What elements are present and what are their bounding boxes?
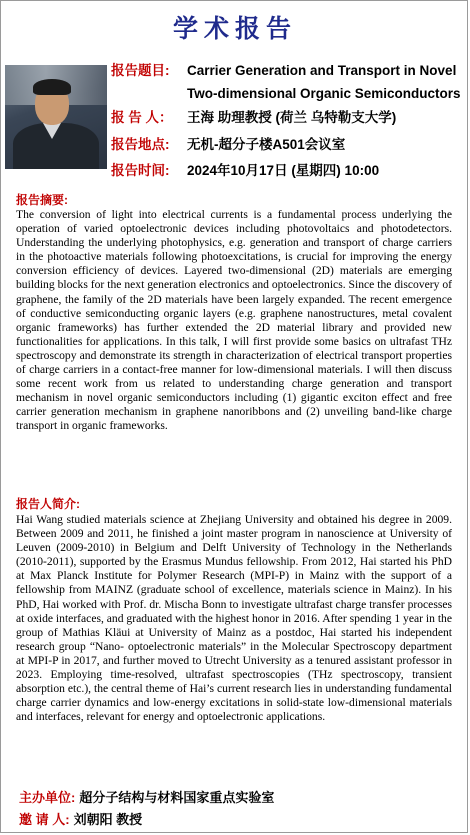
speaker-label: 报 告 人： (111, 110, 173, 125)
speaker-photo (5, 65, 107, 169)
talk-info (111, 61, 461, 178)
topic-line-2: Two-dimensional Organic Semiconductors (187, 86, 461, 101)
inviter-line (19, 809, 142, 828)
bio-text: Hai Wang studied materials science at Zhejiang University and obtained his degree in 2009. Between 2009 and 2011, he finished a joint master program in nanoscience at University of Leuven (2009-2010) in Belgium and Delft University of Technology in the Netherlands (2010-2011), supported by the Erasmus Mundus fellowship. From 2012, Hai started his PhD at Max Planck Institute for Polymer Research (MPI-P) in Mainz with the support of a fellowship from MAINZ (graduate school of excellence, materials science in Mainz). In his PhD, Hai worked with Prof. dr. Mischa Bonn to investigate ultrafast charge transfer processes at oxide interfaces, and graduated with the highest honor in 2016. After spending 1 year in the group of Mathias Kläui at University of Mainz as a postdoc, Hai started his independent research group “Nano- optoelectronic materials” in the Molecular Spectroscopy department at MPI-P in 2017, and further moved to Utrecht University as a tenured assistant professor in 2023. Employing time-resolved, ultrafast spectroscopies (THz spectroscopy, transient absorption etc.), the central theme of Hai’s current research lies in understanding fundamental charge carrier dynamics and low-energy excitations in solid-state low-dimensional materials and interfaces, relevant for energy and optoelectronic applications. (16, 513, 452, 724)
abstract-text: The conversion of light into electrical currents is a fundamental process underlying the operation of varied optoelectronic devices including photovoltaics and photodetectors. Understanding the underlying photophysics, e.g. generation and transport of charge carriers in the photoactive materials following photoexcitations, is crucial for improving the energy conversion efficiency of devices. Layered two-dimensional (2D) materials are emerging building blocks for the next generation electronics and optoelectronics. Since the discovery of graphene, the family of the 2D materials have been largely expanded. The recent emergence of conductive semiconducting organic layers (e.g. graphene nanostructures, metal covalent organic frameworks) has further extended the 2D material library and provided new functionalities for applications. In this talk, I will first provide some basics on ultrafast THz spectroscopy and demonstrate its strength in characterization of electrical transport properties of charge carriers in a contact-free manner for low-dimensional materials. I will then discuss some recent work from us related to understanding charge generation and transport mechanism in novel organic semiconductors including (1) gigantic exciton effect and free carrier generation mechanism in graphene nanoribbons and (2) unveiling band-like charge transport in organic frameworks. (16, 208, 452, 433)
inviter-value: 刘朝阳 教授 (73, 812, 143, 827)
host-value: 超分子结构与材料国家重点实验室 (79, 790, 275, 805)
page-title: 学术报告 (172, 14, 297, 43)
abstract-heading: 报告摘要: (16, 193, 68, 207)
location-value: 无机-超分子楼A501会议室 (187, 137, 346, 152)
topic-label: 报告题目: (111, 63, 170, 78)
location-label: 报告地点: (111, 137, 170, 152)
inviter-label: 邀 请 人: (19, 812, 70, 827)
host-line (19, 787, 274, 806)
host-label: 主办单位: (19, 790, 76, 805)
photo-hair (33, 79, 71, 95)
time-label: 报告时间: (111, 163, 170, 178)
topic-line-1: Carrier Generation and Transport in Novel (187, 63, 457, 78)
time-value: 2024年10月17日 (星期四) 10:00 (187, 163, 380, 178)
speaker-value: 王海 助理教授 (荷兰 乌特勒支大学) (187, 110, 397, 125)
bio-heading: 报告人简介: (16, 497, 80, 511)
